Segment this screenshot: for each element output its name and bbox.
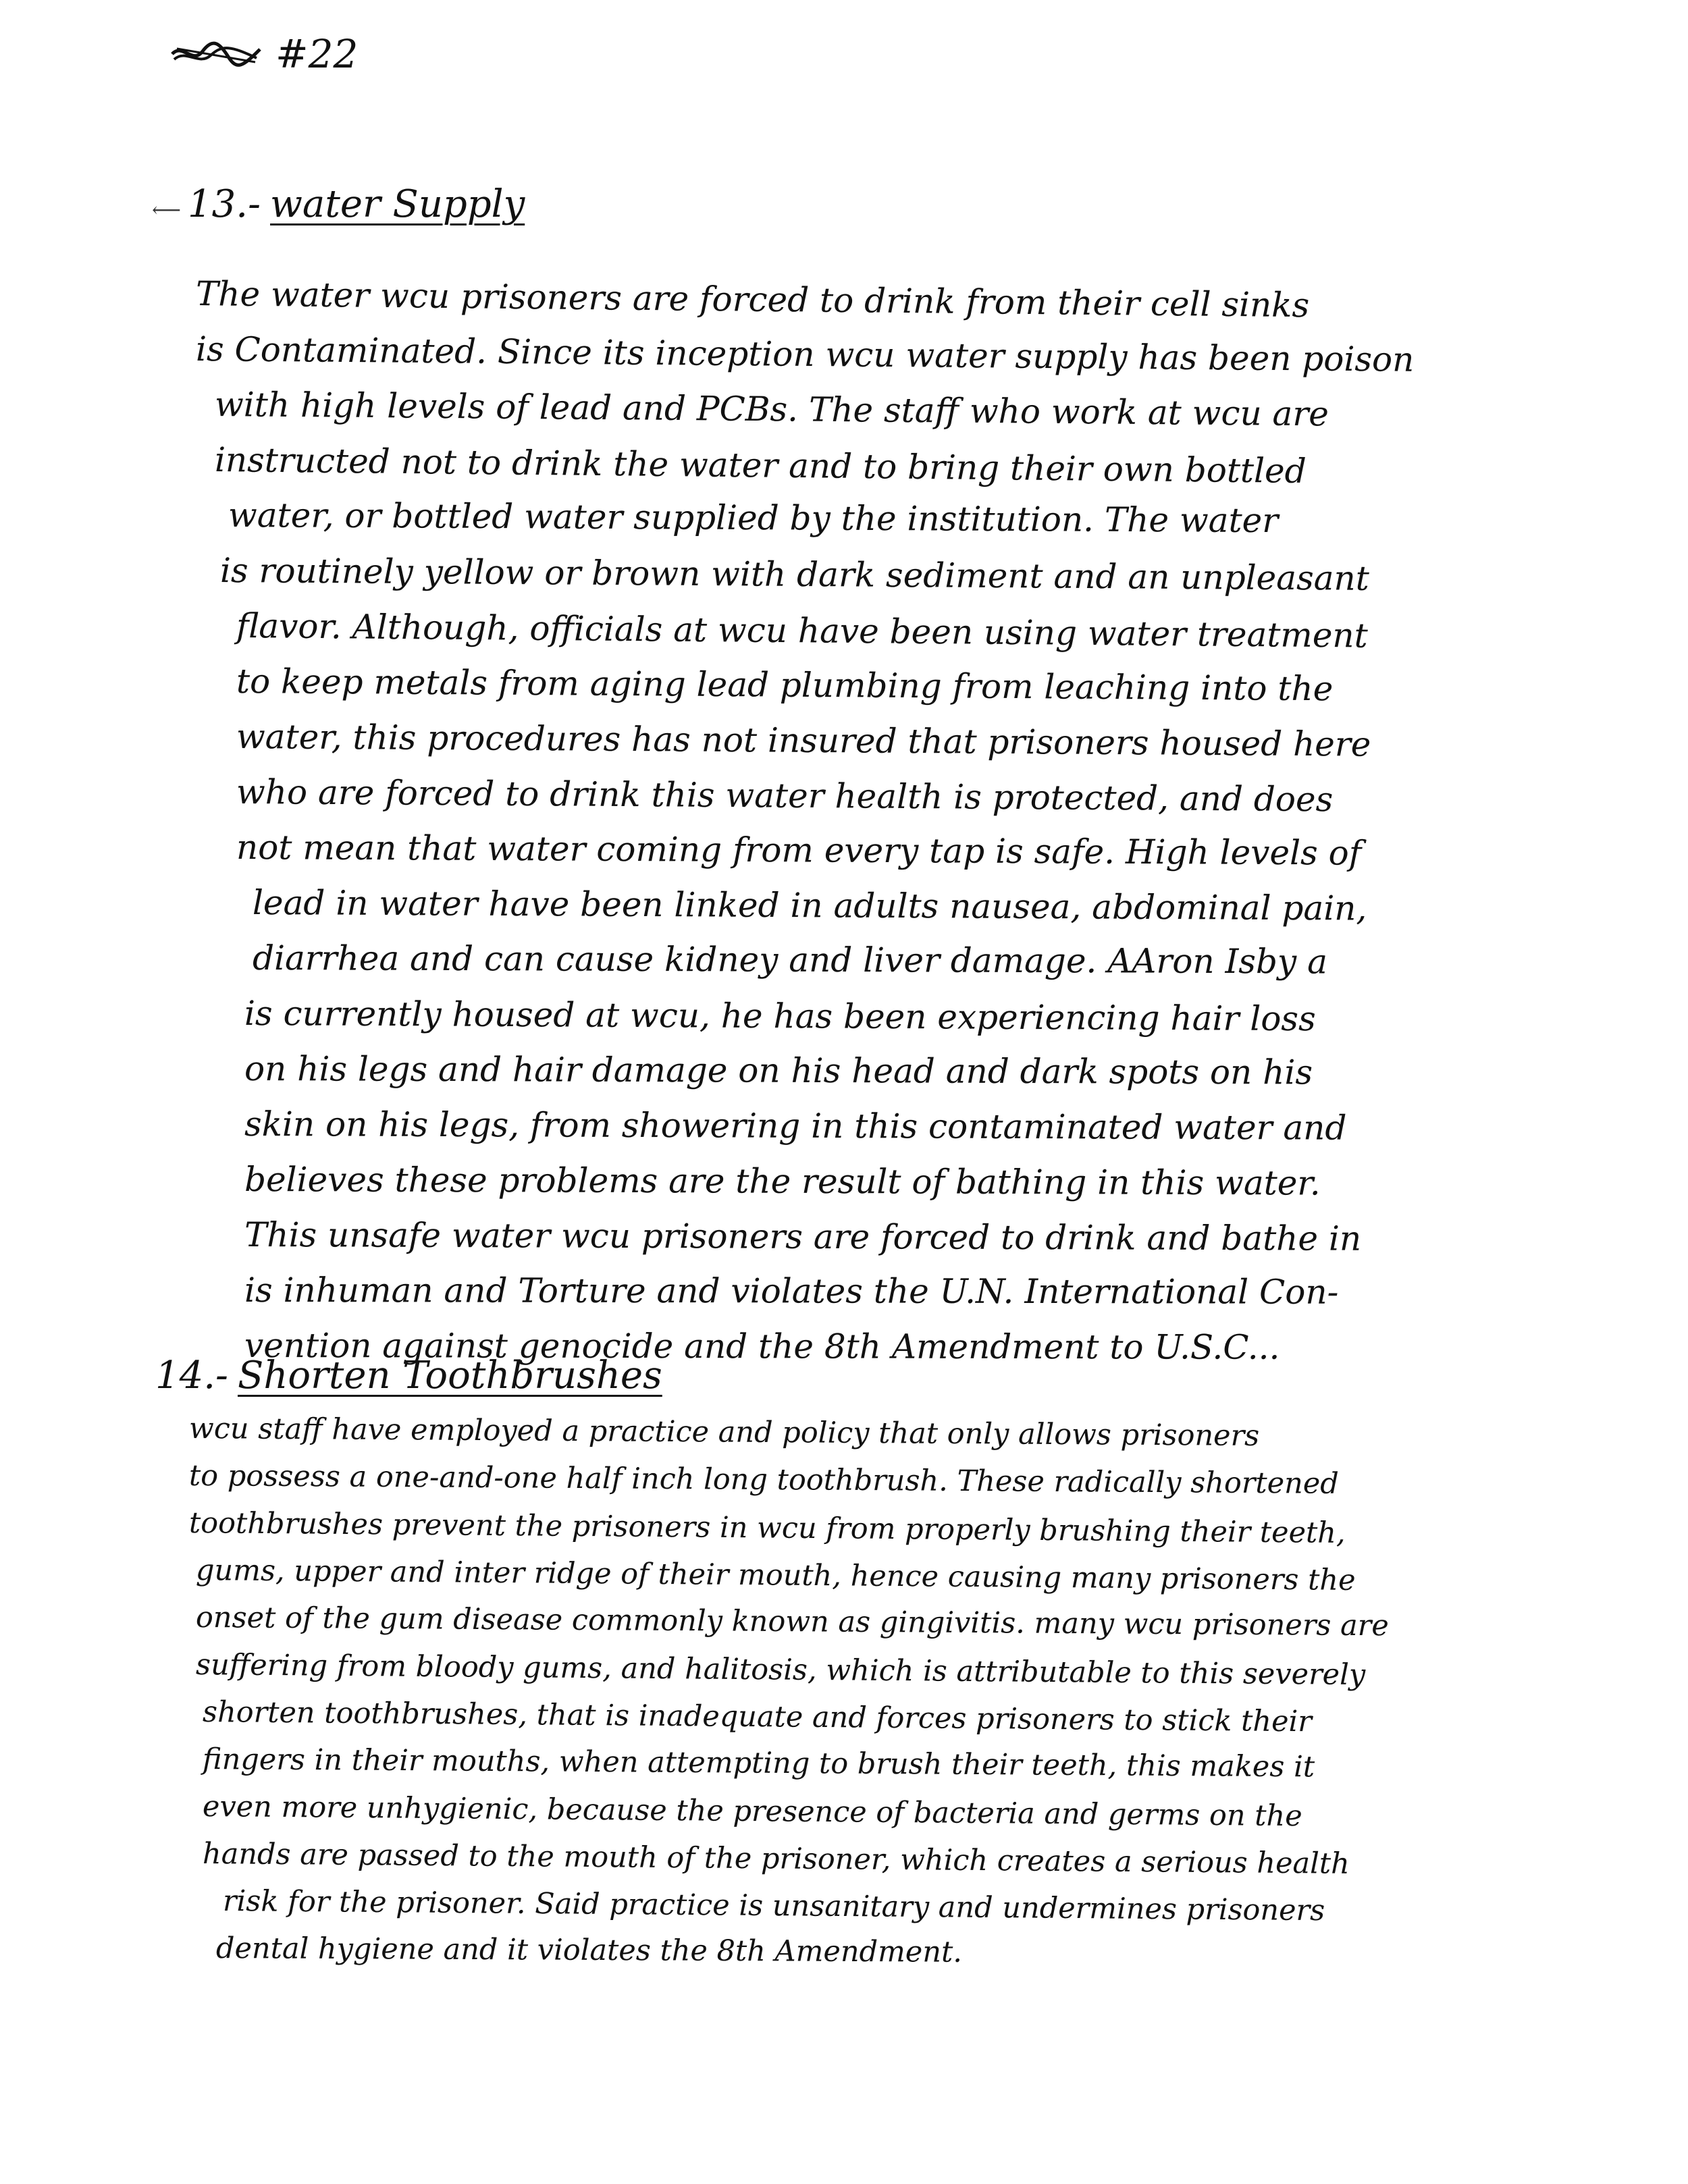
body-line: This unsafe water wcu prisoners are forced to drink and bathe in xyxy=(244,1215,1362,1258)
body-line: water, or bottled water supplied by the institution. The water xyxy=(228,496,1279,541)
body-line: who are forced to drink this water health is protected, and does xyxy=(236,772,1334,820)
body-line: believes these problems are the result of bathing in this water. xyxy=(244,1160,1321,1203)
body-line: vention against genocide and the 8th Amendment to U.S.C... xyxy=(244,1326,1280,1367)
document-header xyxy=(169,27,358,81)
body-line: suffering from bloody gums, and halitosis, which is attributable to this severely xyxy=(195,1648,1366,1693)
body-line: to possess a one-and-one half inch long toothbrush. These radically shortened xyxy=(188,1459,1339,1501)
body-line: toothbrushes prevent the prisoners in wcu from properly brushing their teeth, xyxy=(188,1506,1346,1550)
body-line: dental hygiene and it violates the 8th Amendment. xyxy=(215,1932,963,1969)
body-line: even more unhygienic, because the presence of bacteria and germs on the xyxy=(202,1790,1302,1834)
body-line: is routinely yellow or brown with dark sediment and an unpleasant xyxy=(219,551,1370,598)
body-line: with high levels of lead and PCBs. The staff who work at wcu are xyxy=(214,385,1329,434)
section-heading xyxy=(152,182,525,226)
section-number: 13.- xyxy=(188,182,261,226)
body-line: hands are passed to the mouth of the prisoner, which creates a serious health xyxy=(202,1837,1350,1881)
body-line: is inhuman and Torture and violates the U.N. International Con- xyxy=(244,1271,1339,1312)
body-line: The water wcu prisoners are forced to drink from their cell sinks xyxy=(195,274,1310,325)
body-line: flavor. Although, officials at wcu have been using water treatment xyxy=(236,606,1369,656)
scribble-mark-icon xyxy=(169,39,263,69)
body-line: shorten toothbrushes, that is inadequate and forces prisoners to stick their xyxy=(202,1695,1313,1739)
body-line: risk for the prisoner. Said practice is unsanitary and undermines prisoners xyxy=(222,1884,1325,1928)
body-line: to keep metals from aging lead plumbing from leaching into the xyxy=(236,662,1334,709)
document-id: #22 xyxy=(275,31,359,77)
body-line: gums, upper and inter ridge of their mouth, hence causing many prisoners the xyxy=(195,1553,1356,1597)
body-line: not mean that water coming from every tap is safe. High levels of xyxy=(236,828,1362,873)
body-line: skin on his legs, from showering in this contaminated water and xyxy=(244,1104,1347,1148)
body-line: water, this procedures has not insured that prisoners housed here xyxy=(236,717,1371,764)
body-line: is Contaminated. Since its inception wcu water supply has been poison xyxy=(195,329,1415,379)
section-number: 14.- xyxy=(155,1354,228,1397)
section-title: water Supply xyxy=(270,182,525,226)
section-title: Shorten Toothbrushes xyxy=(237,1354,662,1397)
section-heading xyxy=(155,1354,662,1397)
body-line: wcu staff have employed a practice and policy that only allows prisoners xyxy=(188,1412,1260,1454)
body-line: on his legs and hair damage on his head and dark spots on his xyxy=(244,1049,1313,1092)
body-line: lead in water have been linked in adults nausea, abdominal pain, xyxy=(252,883,1367,928)
body-line: fingers in their mouths, when attempting to brush their teeth, this makes it xyxy=(202,1742,1315,1784)
body-line: diarrhea and can cause kidney and liver damage. AAron Isby a xyxy=(252,938,1328,982)
body-line: instructed not to drink the water and to bring their own bottled xyxy=(214,440,1307,491)
body-line: is currently housed at wcu, he has been experiencing hair loss xyxy=(244,994,1316,1039)
body-line: onset of the gum disease commonly known as gingivitis. many wcu prisoners are xyxy=(195,1601,1389,1643)
arrow-mark-icon: ⟵ xyxy=(152,198,182,222)
